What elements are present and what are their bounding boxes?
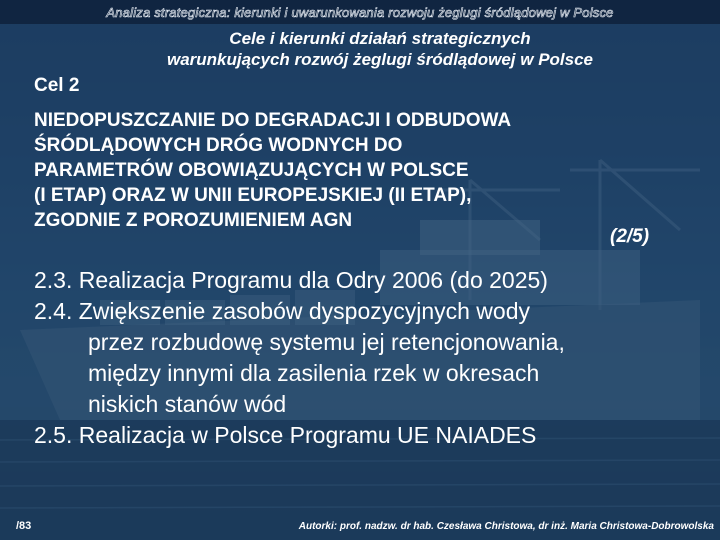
subtitle-line: Cele i kierunki działań strategicznych (229, 29, 531, 48)
goal-label: Cel 2 (34, 75, 80, 96)
item-list (34, 265, 674, 451)
list-item-text: 2.5. Realizacja w Polsce Programu UE NAIADES (34, 422, 537, 448)
page-number: /83 (16, 520, 32, 532)
goal-title-line: NIEDOPUSZCZANIE DO DEGRADACJI I ODBUDOWA (34, 110, 512, 131)
part-indicator: (2/5) (610, 226, 650, 247)
goal-title-line: ŚRÓDLĄDOWYCH DRÓG WODNYCH DO (34, 135, 403, 156)
slide-subtitle (130, 28, 630, 70)
goal-title (34, 108, 674, 233)
list-item-text: 2.3. Realizacja Programu dla Odry 2006 (do 2025) (34, 267, 548, 293)
list-item-continuation: przez rozbudowę systemu jej retencjonowania, (88, 329, 565, 355)
goal-title-line: (I ETAP) ORAZ W UNII EUROPEJSKIEJ (II ETAP), (34, 185, 472, 206)
list-item-text: 2.4. Zwiększenie zasobów dyspozycyjnych wody (34, 298, 531, 324)
list-item (34, 420, 674, 451)
list-item-continuation: między innymi dla zasilenia rzek w okresach (88, 360, 540, 386)
list-item (34, 265, 674, 296)
authors-footer: Autorki: prof. nadzw. dr hab. Czesława Christowa, dr inż. Maria Christowa-Dobrowolska (298, 521, 714, 532)
list-item (34, 296, 674, 420)
goal-title-line: ZGODNIE Z POROZUMIENIEM AGN (34, 210, 353, 231)
subtitle-line: warunkujących rozwój żeglugi śródlądowej w Polsce (166, 50, 594, 69)
running-title: Analiza strategiczna: kierunki i uwarunkowania rozwoju żeglugi śródlądowej w Polsce (106, 5, 614, 20)
goal-title-line: PARAMETRÓW OBOWIĄZUJĄCYCH W POLSCE (34, 160, 469, 181)
list-item-continuation: niskich stanów wód (88, 391, 287, 417)
